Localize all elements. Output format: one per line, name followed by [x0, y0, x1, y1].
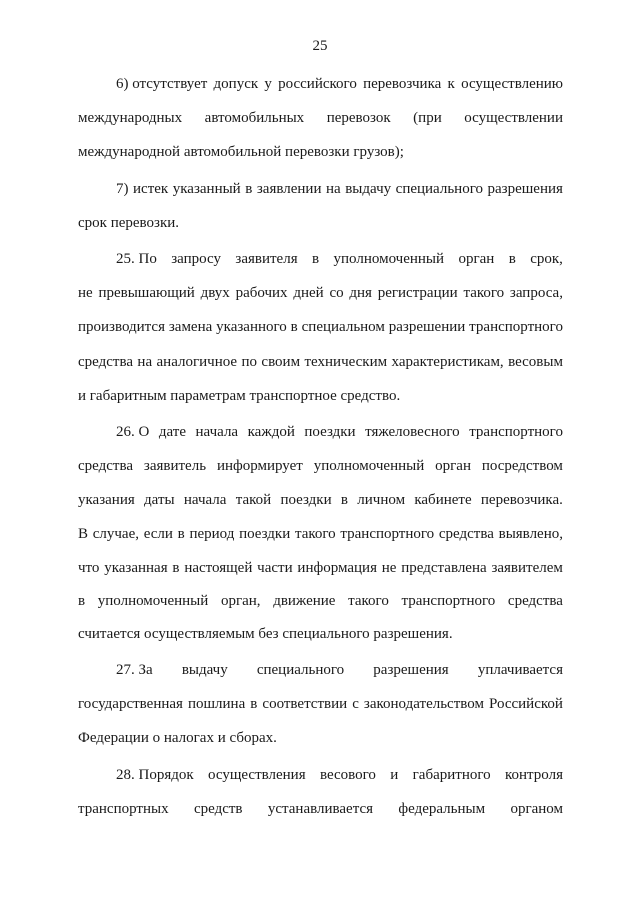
word: по: [241, 354, 258, 370]
word: даты: [144, 492, 175, 508]
word: период: [189, 526, 235, 542]
word: средства: [78, 354, 134, 370]
word: перевозчика: [363, 76, 442, 92]
word: перевозок: [326, 110, 391, 126]
word: на: [137, 354, 153, 370]
word: В: [78, 526, 89, 542]
text-line: [78, 455, 563, 477]
word: двух: [200, 285, 230, 301]
word: в: [340, 492, 348, 508]
word: такого: [463, 285, 505, 301]
word: кабинете: [414, 492, 472, 508]
word: Российской: [488, 696, 563, 712]
word: весового: [319, 767, 376, 783]
word: транспортного: [401, 593, 496, 609]
word: движение: [273, 593, 336, 609]
word: дней: [293, 285, 324, 301]
word: информация: [297, 560, 377, 576]
word: контроля: [504, 767, 563, 783]
word: поездки: [239, 526, 291, 542]
text-line: международной автомобильной перевозки грузов);: [78, 144, 404, 160]
text-line: [78, 351, 563, 373]
word: срок,: [530, 251, 563, 267]
word: перевозчика.: [480, 492, 563, 508]
word: на: [326, 181, 341, 197]
word: уполномоченный: [333, 251, 445, 267]
word: орган: [458, 251, 495, 267]
text-line: [78, 693, 563, 715]
word: в: [177, 526, 185, 542]
word: транспортного: [469, 424, 563, 440]
word: выдачу: [181, 662, 228, 678]
word: уплачивается: [477, 662, 563, 678]
word: транспортных: [78, 801, 169, 817]
text-line: [78, 107, 563, 129]
word: дате: [158, 424, 186, 440]
text-line: [116, 248, 563, 270]
word: части: [257, 560, 293, 576]
word: и: [390, 767, 399, 783]
word: законодательством: [363, 696, 484, 712]
word: каждой: [247, 424, 295, 440]
word: заявлении: [256, 181, 322, 197]
word: международных: [78, 110, 183, 126]
word: весовым: [508, 354, 563, 370]
word: (при: [413, 110, 442, 126]
word: 26. О: [116, 424, 150, 440]
text-line: [116, 764, 563, 786]
word: средств: [193, 801, 243, 817]
text-line: [78, 282, 563, 304]
text-line: [78, 316, 563, 338]
word: в: [245, 181, 253, 197]
word: 27. За: [116, 662, 153, 678]
word: средства: [438, 526, 494, 542]
word: устанавливается: [267, 801, 374, 817]
word: пошлина: [187, 696, 246, 712]
text-line: [78, 523, 563, 545]
word: с: [352, 696, 359, 712]
text-line: [116, 178, 563, 200]
page-number: 25: [312, 38, 328, 54]
word: орган,: [220, 593, 261, 609]
word: специального: [395, 181, 483, 197]
text-line: [116, 659, 563, 681]
word: своим: [261, 354, 301, 370]
word: выявлено,: [498, 526, 563, 542]
word: замена: [168, 319, 213, 335]
word: такого: [294, 526, 336, 542]
word: заявителя: [235, 251, 298, 267]
word: тяжеловесного: [365, 424, 460, 440]
word: указания: [78, 492, 135, 508]
word: в: [172, 560, 180, 576]
word: если: [143, 526, 173, 542]
word: начала: [183, 492, 227, 508]
word: допуск: [213, 76, 259, 92]
word: органом: [510, 801, 563, 817]
word: специальном: [301, 319, 385, 335]
word: техническим: [304, 354, 388, 370]
text-line: [78, 798, 563, 820]
word: осуществлении: [464, 110, 563, 126]
word: что: [78, 560, 100, 576]
word: средства: [507, 593, 563, 609]
text-line: Федерации о налогах и сборах.: [78, 730, 277, 746]
word: заявитель: [143, 458, 207, 474]
word: выдачу: [345, 181, 392, 197]
text-line: [78, 590, 563, 612]
text-line: [116, 73, 563, 95]
word: поездки: [280, 492, 332, 508]
word: в: [508, 251, 516, 267]
word: не: [78, 285, 93, 301]
word: разрешении: [388, 319, 466, 335]
word: 7): [116, 181, 129, 197]
text-line: [116, 421, 563, 443]
text-line: [78, 489, 563, 511]
text-line: срок перевозки.: [78, 215, 180, 231]
word: осуществлению: [461, 76, 563, 92]
word: поездки: [304, 424, 356, 440]
word: заявителем: [491, 560, 563, 576]
word: запросу: [171, 251, 221, 267]
word: представлена: [401, 560, 487, 576]
word: информирует: [216, 458, 303, 474]
word: средства: [78, 458, 134, 474]
word: не: [381, 560, 397, 576]
word: посредством: [481, 458, 563, 474]
word: габаритного: [412, 767, 491, 783]
word: начала: [195, 424, 239, 440]
word: 25. По: [116, 251, 157, 267]
word: в: [250, 696, 258, 712]
word: в: [78, 593, 86, 609]
word: в: [290, 319, 298, 335]
word: российского: [278, 76, 357, 92]
word: личном: [357, 492, 406, 508]
word: такого: [348, 593, 389, 609]
word: орган: [435, 458, 471, 474]
word: дня: [349, 285, 372, 301]
word: специального: [256, 662, 345, 678]
word: к: [447, 76, 455, 92]
word: рабочих: [235, 285, 288, 301]
word: регистрации: [377, 285, 458, 301]
word: 6) отсутствует: [116, 76, 208, 92]
word: уполномоченный: [313, 458, 425, 474]
word: указанный: [172, 181, 241, 197]
word: разрешения: [373, 662, 449, 678]
word: указанного: [216, 319, 287, 335]
word: случае,: [92, 526, 139, 542]
word: такой: [235, 492, 272, 508]
word: у: [264, 76, 272, 92]
word: уполномоченный: [97, 593, 209, 609]
word: соответствии: [262, 696, 348, 712]
word: превышающий: [98, 285, 195, 301]
word: запроса,: [509, 285, 563, 301]
word: со: [329, 285, 344, 301]
word: федеральным: [398, 801, 486, 817]
word: производится: [78, 319, 165, 335]
word: государственная: [78, 696, 183, 712]
word: указанная: [104, 560, 168, 576]
word: истек: [133, 181, 169, 197]
word: 28. Порядок: [116, 767, 194, 783]
word: транспортного: [469, 319, 563, 335]
word: автомобильных: [204, 110, 305, 126]
word: разрешения: [487, 181, 563, 197]
text-line: и габаритным параметрам транспортное средство.: [78, 388, 401, 404]
word: осуществления: [208, 767, 306, 783]
word: характеристикам,: [391, 354, 504, 370]
word: транспортного: [340, 526, 435, 542]
text-line: [78, 557, 563, 579]
word: в: [312, 251, 320, 267]
text-line: считается осуществляемым без специального разрешения.: [78, 626, 453, 642]
word: настоящей: [184, 560, 253, 576]
word: аналогичное: [156, 354, 238, 370]
